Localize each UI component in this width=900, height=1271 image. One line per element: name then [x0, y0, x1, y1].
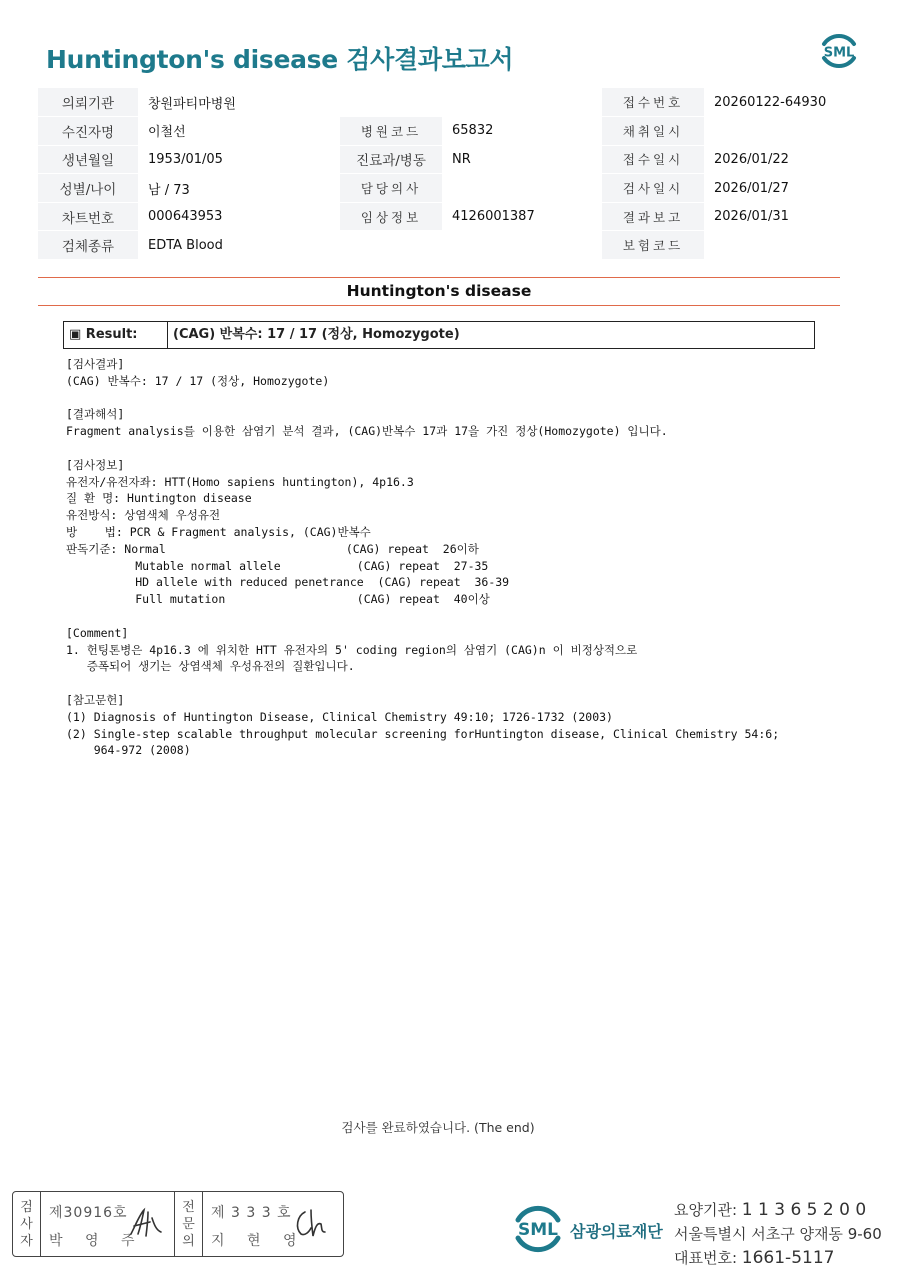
info-label: 차트번호: [38, 202, 138, 231]
info-label: 병원코드: [340, 117, 442, 146]
info-row: [38, 145, 864, 174]
body-line: 964-972 (2008): [66, 743, 191, 758]
info-value: 2026/01/22: [704, 145, 864, 174]
examiner-name: 박 영 주: [49, 1233, 144, 1249]
body-line: [Comment]: [66, 625, 129, 640]
body-line: [참고문헌]: [66, 692, 125, 707]
info-value: 000643953: [138, 202, 340, 231]
info-row: [38, 231, 864, 260]
body-line: (1) Diagnosis of Huntington Disease, Clinical Chemistry 49:10; 1726-1732 (2003): [66, 709, 613, 724]
result-value: (CAG) 반복수: 17 / 17 (정상, Homozygote): [173, 327, 460, 342]
info-label: 접수번호: [602, 88, 704, 117]
info-value: 이철선: [138, 117, 340, 146]
body-line: Mutable normal allele (CAG) repeat 27-35: [66, 558, 489, 573]
body-line: (2) Single-step scalable throughput molecular screening forHuntington disease, Clinical Chemistry 54:6;: [66, 726, 780, 741]
body-line: [66, 608, 779, 625]
info-value: [704, 231, 864, 260]
body-line: 유전방식: 상염색체 우성유전: [66, 508, 221, 523]
body-line: [검사결과]: [66, 357, 125, 371]
info-value: EDTA Blood: [138, 231, 340, 260]
body-line: (CAG) 반복수: 17 / 17 (정상, Homozygote): [66, 373, 330, 388]
examiner-license: 제30916호: [49, 1205, 128, 1221]
body-line: [66, 675, 779, 692]
body-line: 방 법: PCR & Fragment analysis, (CAG)반복수: [66, 524, 371, 539]
info-label: 채취일시: [602, 117, 704, 146]
body-line: 질 환 명: Huntington disease: [66, 491, 252, 506]
body-line: [66, 440, 779, 457]
body-line: [결과해석]: [66, 407, 125, 422]
org-address-line: 서울특별시 서초구 양재동 9-60: [674, 1225, 882, 1243]
section-divider-top: [38, 277, 840, 278]
examiner-role-label: 검 사 자: [13, 1192, 41, 1256]
specialist-role-label: 전 문 의: [175, 1192, 203, 1256]
end-text: 검사를 완료하였습니다. (The end): [341, 1120, 535, 1135]
result-summary-box: [63, 321, 815, 349]
info-value: 20260122-64930: [704, 88, 864, 117]
specialist-signature-icon: [291, 1206, 327, 1240]
info-value: 1953/01/05: [138, 145, 340, 174]
info-label: 성별/나이: [38, 174, 138, 203]
logo-text: SML: [823, 45, 855, 61]
examiner-cell: [41, 1192, 175, 1256]
body-line: 판독기준: Normal (CAG) repeat 26이하: [66, 541, 479, 556]
info-label: 담당의사: [340, 174, 442, 203]
organization-name: 삼광의료재단: [570, 1222, 663, 1241]
info-value: [442, 174, 602, 203]
report-body-text: [66, 356, 779, 759]
info-label: 생년월일: [38, 145, 138, 174]
report-title: Huntington's disease 검사결과보고서: [46, 45, 514, 74]
info-row: [38, 117, 864, 146]
body-line: Fragment analysis를 이용한 삼염기 분석 결과, (CAG)반복수 17과 17을 가진 정상(Homozygote) 입니다.: [66, 424, 668, 439]
signature-box: [12, 1191, 344, 1257]
info-value: [442, 231, 602, 260]
body-line: HD allele with reduced penetrance (CAG) repeat 36-39: [66, 575, 510, 590]
info-value: [704, 117, 864, 146]
info-label: [340, 231, 442, 260]
section-title: Huntington's disease: [346, 282, 532, 300]
body-line: 1. 헌팅톤병은 4p16.3 에 위치한 HTT 유전자의 5' coding region의 삼염기 (CAG)n 이 비정상적으로: [66, 642, 638, 657]
info-label: 접수일시: [602, 145, 704, 174]
specialist-name: 지 현 영: [211, 1233, 306, 1249]
section-divider-bottom: [38, 305, 840, 306]
info-value: 2026/01/27: [704, 174, 864, 203]
info-label: 보험코드: [602, 231, 704, 260]
info-value: 65832: [442, 117, 602, 146]
body-line: [검사정보]: [66, 457, 125, 472]
info-label: 임상정보: [340, 202, 442, 231]
result-label: ▣ Result:: [64, 322, 168, 348]
info-value: 4126001387: [442, 202, 602, 231]
info-value: 창원파티마병원: [138, 88, 340, 117]
specialist-cell: [203, 1192, 337, 1256]
info-value: 2026/01/31: [704, 202, 864, 231]
info-label: 의뢰기관: [38, 88, 138, 117]
organization-info: [674, 1198, 882, 1270]
patient-info-table: [38, 88, 864, 260]
body-line: 유전자/유전자좌: HTT(Homo sapiens huntington), 4p16.3: [66, 474, 414, 489]
info-row: [38, 174, 864, 203]
info-label: [340, 88, 442, 117]
org-code-line: 요양기관: 1 1 3 6 5 2 0 0: [674, 1200, 867, 1220]
org-phone-line: 대표번호: 1661-5117: [674, 1248, 835, 1268]
info-value: 남 / 73: [138, 174, 340, 203]
info-label: 검사일시: [602, 174, 704, 203]
info-value: NR: [442, 145, 602, 174]
sml-logo-icon: [816, 28, 862, 74]
info-label: 검체종류: [38, 231, 138, 260]
footer-logo-text: SML: [518, 1220, 558, 1240]
specialist-license: 제 3 3 3 호: [211, 1205, 292, 1221]
body-line: Full mutation (CAG) repeat 40이상: [66, 592, 490, 607]
sml-footer-logo-icon: [508, 1200, 568, 1256]
body-line: 증폭되어 생기는 상염색체 우성유전의 질환입니다.: [66, 659, 355, 674]
info-label: 결과보고: [602, 202, 704, 231]
info-label: 진료과/병동: [340, 145, 442, 174]
info-row: [38, 202, 864, 231]
info-label: 수진자명: [38, 117, 138, 146]
body-line: [66, 390, 779, 407]
examiner-signature-icon: [128, 1206, 164, 1240]
info-row: [38, 88, 864, 117]
info-value: [442, 88, 602, 117]
